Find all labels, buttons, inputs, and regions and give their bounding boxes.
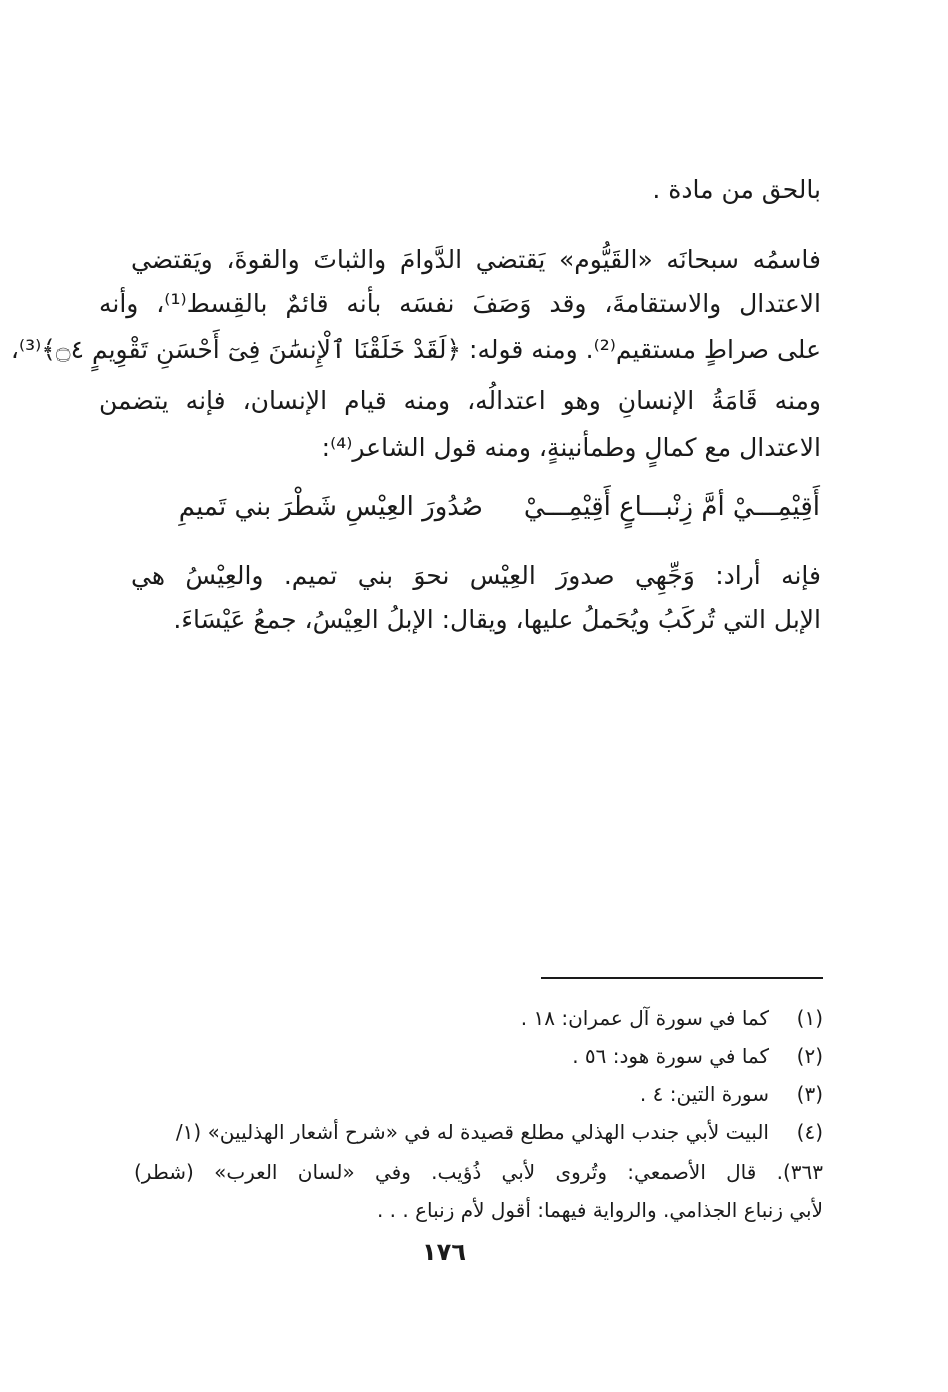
footnote-4-line-2: ٣٦٣). قال الأصمعي: وتُروى لأبي ذُؤيب. وفي «لسان العرب» (شطر) (134, 1160, 823, 1184)
footnote-3-text: سورة التين: ٤ . (639, 1082, 769, 1106)
body-line-5: ومنه قَامَةُ الإنسانِ وهو اعتدالُه، ومنه قيام الإنسان، فإنه يتضمن (99, 386, 821, 415)
body-line-7: فإنه أراد: وَجِّهِي صدورَ العِيْس نحوَ بني تميم. والعِيْسُ هي (131, 561, 821, 590)
footnote-4-number: (٤) (796, 1120, 823, 1144)
body-line-2: فاسمُه سبحانَه «القَيُّوم» يَقتضي الدَّوامَ والثباتَ والقوةَ، ويَقتضي (131, 245, 821, 274)
body-line-8: الإبل التي تُركَبُ ويُحَملُ عليها، ويقال: الإبلُ العِيْسُ، جمعُ عَيْسَاءَ. (173, 605, 821, 634)
body-line-6: الاعتدال مع كمالٍ وطمأنينةٍ، ومنه قول الشاعر⁽⁴⁾: (321, 433, 821, 462)
footnote-1-number: (١) (796, 1006, 823, 1030)
footnote-3-number: (٣) (796, 1082, 823, 1106)
page-number: ١٧٦ (422, 1238, 466, 1266)
verse-second-hemistich: صُدُورَ العِيْسِ شَطْرَ بني تَميمِ (178, 492, 483, 522)
body-line-1: بالحق من مادة . (652, 175, 821, 204)
footnote-3 (99, 1076, 823, 1112)
footnote-2-text: كما في سورة هود: ٥٦ . (572, 1044, 769, 1068)
body-line-3: الاعتدال والاستقامةَ، وقد وَصَفَ نفسَه بأنه قائمٌ بالقِسط⁽¹⁾، وأنه (99, 289, 821, 318)
body-line-4: على صراطٍ مستقيم⁽²⁾. ومنه قوله: ﴿لَقَدْ خَلَقْنَا ٱلْإِنسَٰنَ فِىٓ أَحْسَنِ تَقْوِيمٍ ۝٤﴾⁽³⁾، (10, 335, 821, 364)
footnote-2-number: (٢) (796, 1044, 823, 1068)
footnote-4-line-3: لأبي زنباع الجذامي. والرواية فيهما: أقول لأم زنباع . . . (376, 1198, 823, 1222)
footnote-4 (99, 1114, 823, 1150)
footnote-1-text: كما في سورة آل عمران: ١٨ . (520, 1006, 769, 1030)
footnote-2 (99, 1038, 823, 1074)
verse-first-hemistich: أَقِيْمِـــيْ أمَّ زِنْبـــاعٍ أَقِيْمِـــيْ (523, 492, 820, 522)
footnote-separator (541, 977, 823, 979)
footnote-4-text: البيت لأبي جندب الهذلي مطلع قصيدة له في «شرح أشعار الهذليين» (١/ (175, 1120, 769, 1144)
footnote-1 (99, 1000, 823, 1036)
